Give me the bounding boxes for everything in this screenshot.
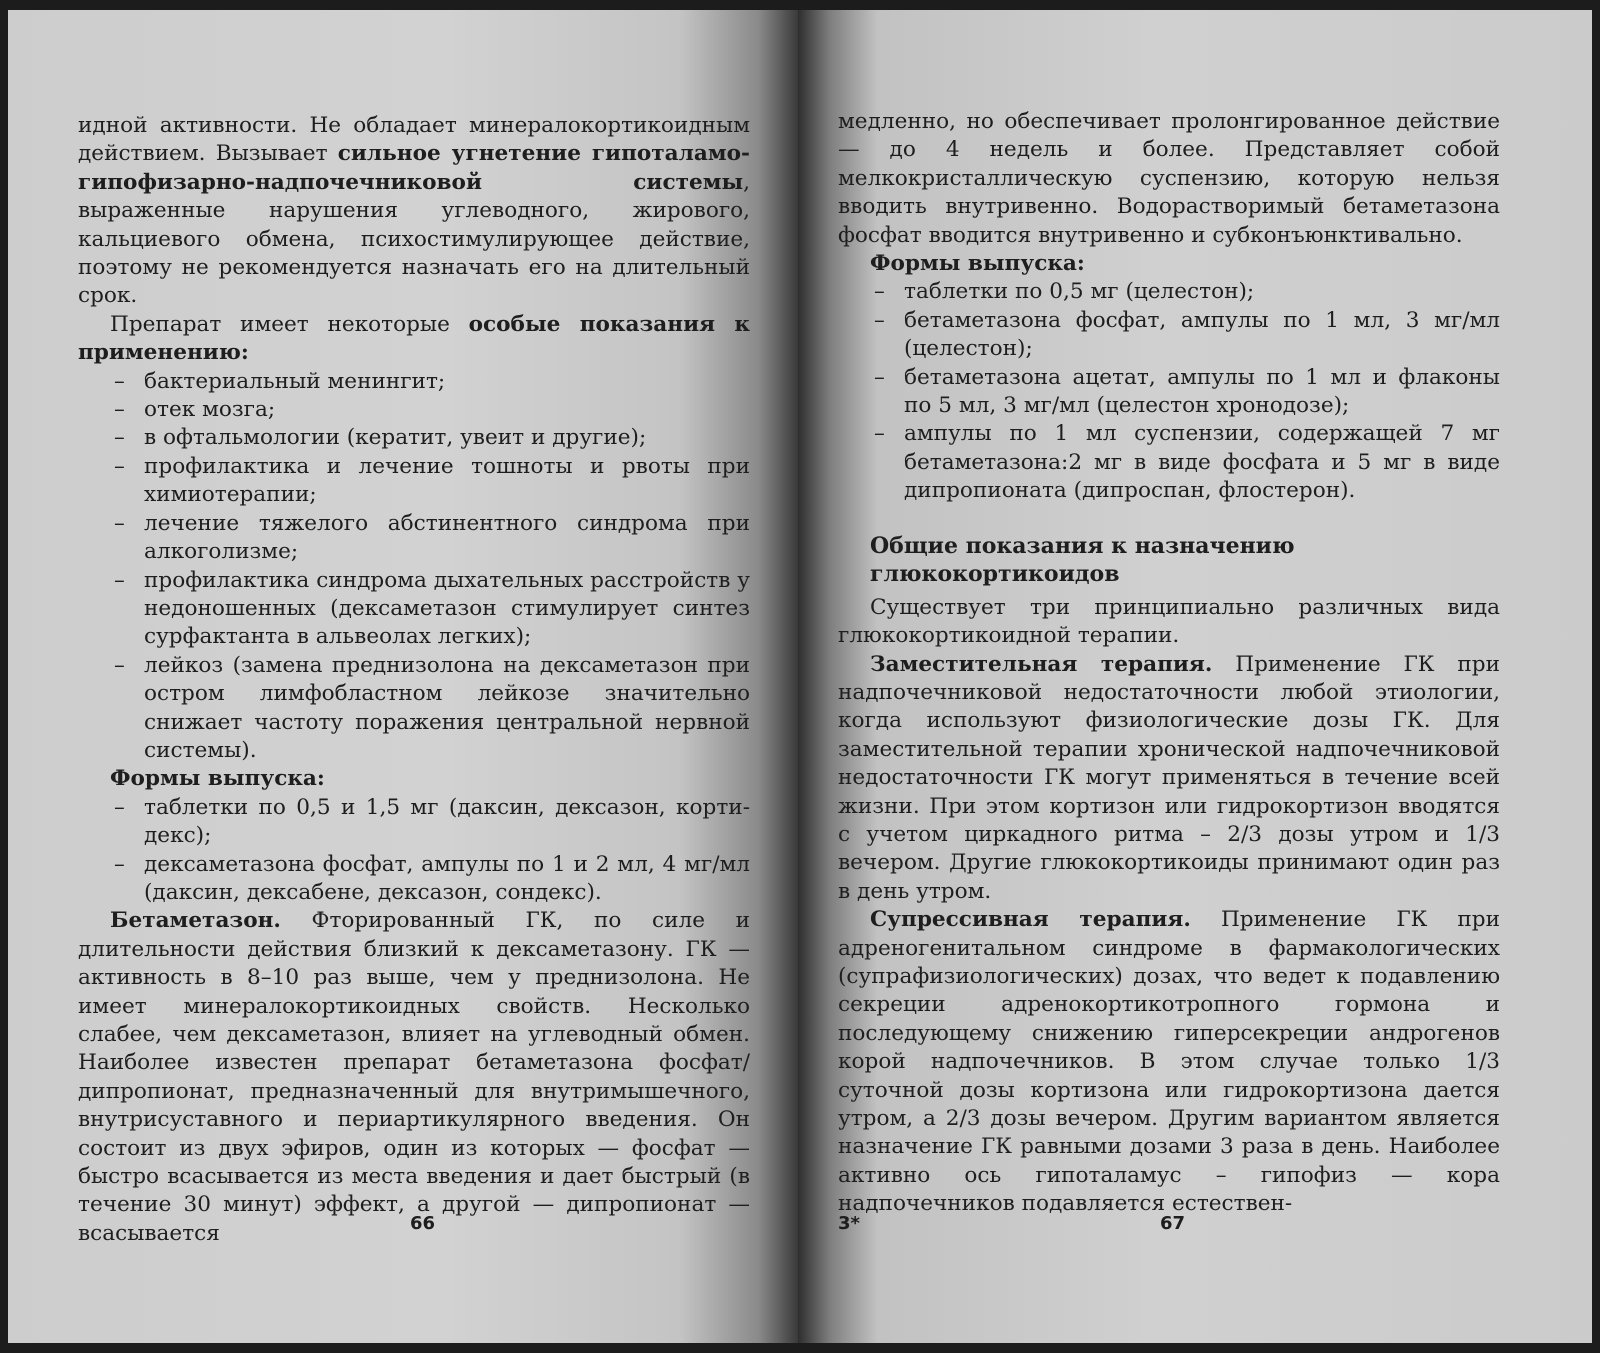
list-item: – бетаметазона фосфат, ампулы по 1 мл, 3 мг/мл (целестон);	[838, 307, 1500, 364]
signature-mark: 3*	[838, 1213, 860, 1234]
forms-list	[838, 278, 1500, 505]
list-item: – бетаметазона ацетат, ампулы по 1 мл и флаконы по 5 мл, 3 мг/мл (целестон хронодозе);	[838, 364, 1500, 421]
section-heading: Общие показания к назначению глюкокортикоидов	[870, 532, 1295, 587]
left-page	[8, 10, 798, 1343]
paragraph-dexamethasone-effects: идной активности. Не обладает минералокортикоидным действием. Вызывает сильное угнетение гипоталамо-гипофизарно-надпочечниковой системы, выраженные нарушения углеводного, жирового, кальциевого обмена, психостимулирующее действие, поэтому не рекомендуется назначать его на длительный срок.	[78, 113, 750, 309]
page-number: 67	[1160, 1213, 1186, 1234]
paragraph-replacement-therapy: Заместительная терапия. Применение ГК при надпочечниковой недостаточности любой этиологии, когда используют физиологические дозы ГК. Для заместительной терапии хронической надпочечниковой недостаточности ГК могут применяться в течение всей жизни. При этом кортизон или гидрокортизон вводятся с учетом циркадного ритма – 2/3 дозы утром и 1/3 вечером. Другие глюкокортикоиды принимают один раз в день утром.	[838, 651, 1500, 904]
list-item: – таблетки по 0,5 мг (целестон);	[838, 278, 1500, 306]
forms-list	[78, 794, 750, 908]
list-item: – бактериальный менингит;	[78, 368, 750, 396]
list-item: – дексаметазона фосфат, ампулы по 1 и 2 мл, 4 мг/мл (даксин, дексабене, дексазон, сондекс).	[78, 851, 750, 908]
list-item: – отек мозга;	[78, 396, 750, 424]
list-item: – профилактика и лечение тошноты и рвоты при химиотерапии;	[78, 453, 750, 510]
paragraph-suppressive-therapy: Супрессивная терапия. Применение ГК при адреногенитальном синдроме в фармакологических (супрафизиологических) дозах, что ведет к подавлению секреции адренокортикотропного гормона и последующему снижению гиперсекреции андрогенов корой надпочечников. В этом случае только 1/3 суточной дозы кортизона или гидрокортизона дается утром, а 2/3 дозы вечером. Другим вариантом является назначение ГК равными дозами 3 раза в день. Наиболее активно ось гипоталамус – гипофиз — кора надпочечников подавляется естествен-	[838, 907, 1500, 1217]
indications-list	[78, 368, 750, 766]
paragraph-therapy-types: Существует три принципиально различных вида глюкокортикоидной терапии.	[838, 594, 1500, 649]
list-item: – лечение тяжелого абстинентного синдрома при алкоголизме;	[78, 510, 750, 567]
page-number: 66	[410, 1213, 436, 1234]
paragraph-betamethasone: Бетаметазон. Фторированный ГК, по силе и длительности действия близкий к дексаметазону. ГК — активность в 8–10 раз выше, чем у преднизолона. Не имеет минералокортикоидных свойств. Несколько слабее, чем дексаметазон, влияет на углеводный обмен. Наиболее известен препарат бетаметазона фосфат/дипропионат, предназначенный для внутримышечного, внутрисуставного и периартикулярного введения. Он состоит из двух эфиров, один из которых — фосфат — быстро всасывается из места введения и дает быстрый (в течение 30 минут) эффект, а другой — дипропионат — всасывается	[78, 908, 750, 1246]
list-item: – в офтальмологии (кератит, увеит и другие);	[78, 424, 750, 452]
paragraph-betamethasone-continued: медленно, но обеспечивает пролонгированное действие — до 4 недель и более. Представляет собой мелкокристаллическую суспензию, которую нельзя вводить внутривенно. Водорастворимый бетаметазона фосфат вводится внутривенно и субконъюнктивально.	[838, 109, 1500, 248]
list-item: – профилактика синдрома дыхательных расстройств у недоношенных (дексаметазон стимулирует синтез сурфактанта в альвеолах легких);	[78, 567, 750, 652]
paragraph-special-indications: Препарат имеет некоторые особые показания к применению:	[78, 311, 751, 366]
list-item: – лейкоз (замена преднизолона на дексаметазон при остром лимфобластном лейкозе значительно снижает частоту поражения центральной нервной системы).	[78, 652, 750, 766]
list-item: – ампулы по 1 мл суспензии, содержащей 7 мг бетаметазона:2 мг в виде фосфата и 5 мг в виде дипропионата (дипроспан, флостерон).	[838, 420, 1500, 505]
left-page-text	[78, 112, 750, 1248]
right-page	[798, 10, 1592, 1343]
forms-label: Формы выпуска:	[870, 251, 1085, 277]
list-item: – таблетки по 0,5 и 1,5 мг (даксин, дексазон, кортидекс);	[78, 794, 750, 851]
forms-label: Формы выпуска:	[110, 766, 325, 792]
right-page-text	[838, 108, 1500, 1219]
